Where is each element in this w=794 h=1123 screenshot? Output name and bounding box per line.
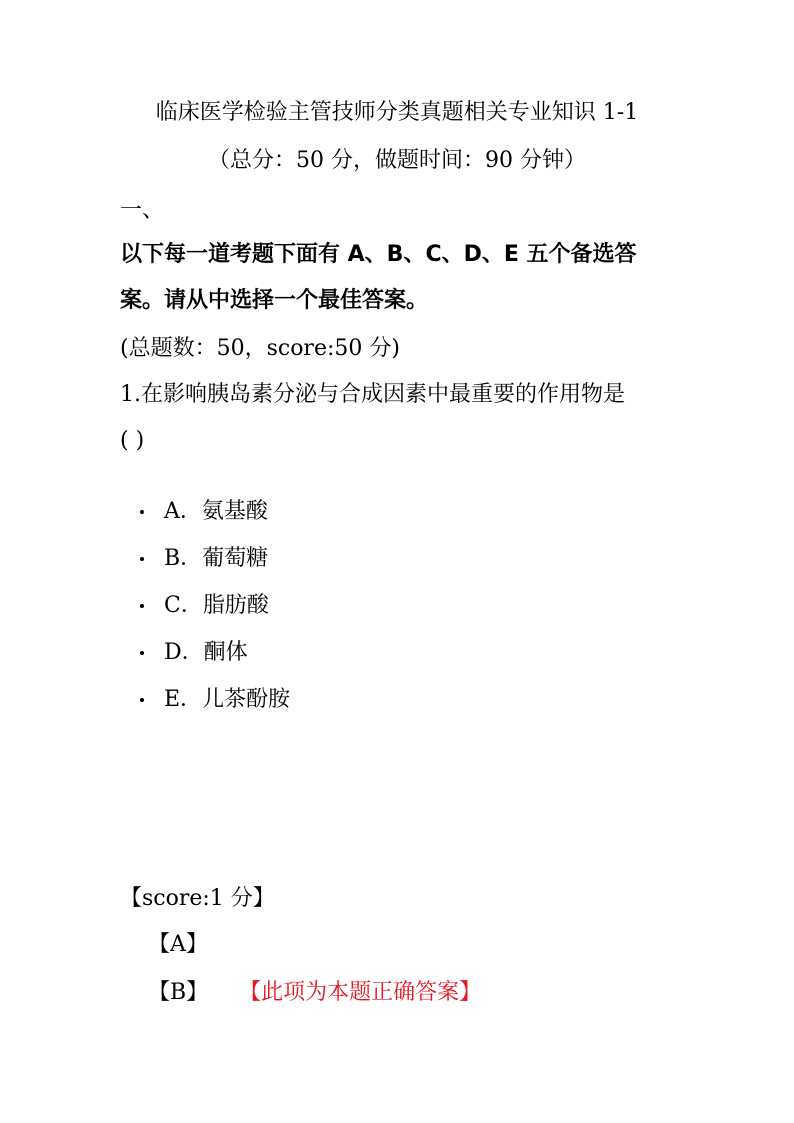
option-list [140, 488, 290, 723]
option-item-c[interactable] [140, 582, 290, 629]
answer-option-b-row [148, 978, 481, 1008]
option-item-a[interactable] [140, 488, 290, 535]
section-instruction-line2: 案。请从中选择一个最佳答案。 [120, 288, 429, 313]
document-subtitle: （总分：50 分，做题时间：90 分钟） [208, 148, 586, 173]
bullet-icon [140, 651, 144, 655]
option-label: A．氨基酸 [164, 498, 268, 524]
option-item-d[interactable] [140, 629, 290, 676]
bullet-icon [140, 698, 144, 702]
question-stem-blank: ( ) [120, 428, 145, 453]
option-label: D．酮体 [164, 639, 248, 665]
option-label: E．儿茶酚胺 [164, 686, 291, 712]
section-number: 一、 [120, 198, 165, 223]
section-instruction-line1: 以下每一道考题下面有 A、B、C、D、E 五个备选答 [120, 242, 637, 267]
option-label: C．脂肪酸 [164, 592, 269, 618]
correct-answer-note: 【此项为本题正确答案】 [250, 980, 482, 1005]
answer-option-a: 【A】 [148, 932, 208, 957]
answer-option-b: 【B】 [148, 980, 209, 1005]
option-item-b[interactable] [140, 535, 290, 582]
bullet-icon [140, 604, 144, 608]
option-item-e[interactable] [140, 676, 290, 723]
option-label: B．葡萄糖 [164, 545, 269, 571]
document-title: 临床医学检验主管技师分类真题相关专业知识 1-1 [155, 100, 639, 125]
question-stem: 1.在影响胰岛素分泌与合成因素中最重要的作用物是 [120, 382, 625, 407]
section-meta: (总题数：50，score:50 分) [120, 336, 400, 361]
bullet-icon [140, 510, 144, 514]
question-score: 【score:1 分】 [120, 886, 275, 911]
bullet-icon [140, 557, 144, 561]
